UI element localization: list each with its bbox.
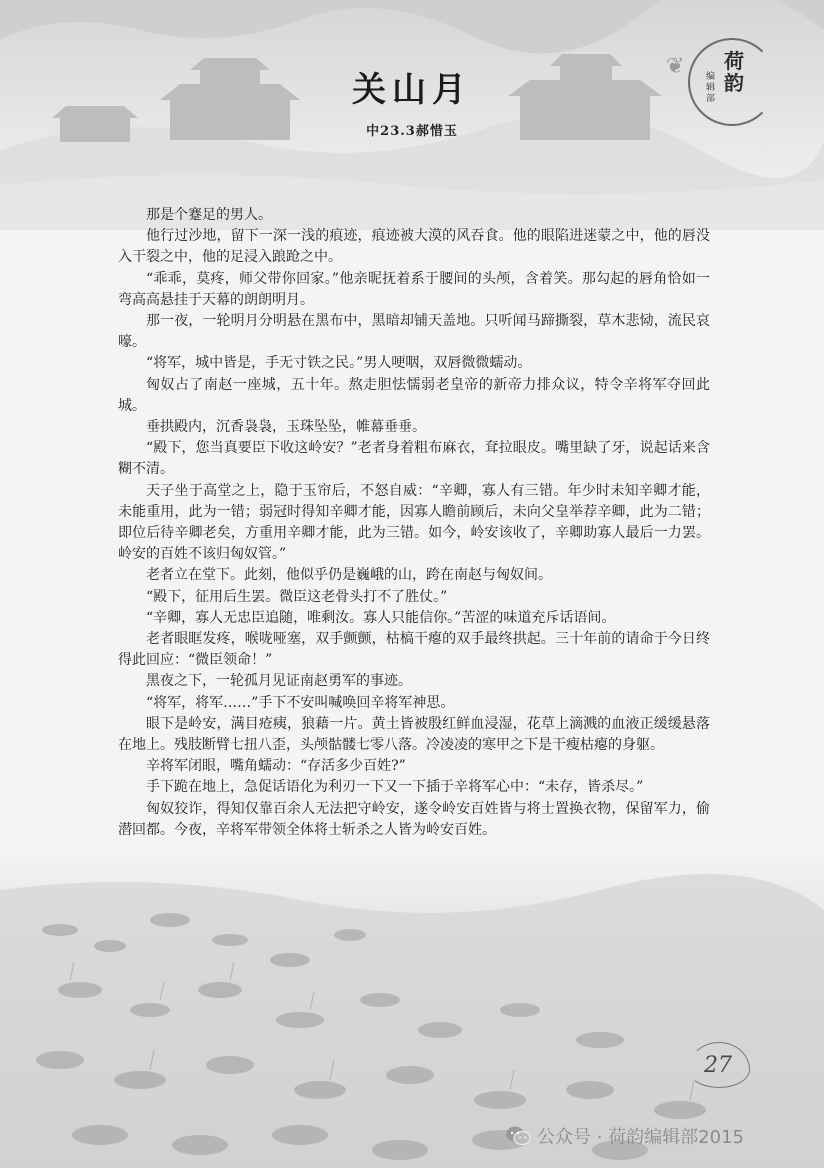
article-paragraph: “殿下，您当真要臣下收这岭安？”老者身着粗布麻衣，耷拉眼皮。嘴里缺了牙，说起话来含糊不清。 xyxy=(118,440,710,478)
article-paragraph: “将军，将军……”手下不安叫喊唤回辛将军神思。 xyxy=(146,694,455,711)
article-byline: 中23.3郝惜玉 xyxy=(366,124,458,139)
article-paragraph: “将军，城中皆是，手无寸铁之民。”男人哽咽，双唇微微蠕动。 xyxy=(146,355,532,372)
article-paragraph: 辛将军闭眼，嘴角蠕动：“存活多少百姓?” xyxy=(146,758,406,775)
article-paragraph: 垂拱殿内，沉香袅袅，玉珠坠坠，帷幕垂垂。 xyxy=(146,419,426,436)
article-paragraph: 手下跪在地上，急促话语化为利刃一下又一下插于辛将军心中：“未存，皆杀尽。” xyxy=(146,779,644,796)
wechat-watermark xyxy=(505,1122,744,1150)
article-paragraph: 匈奴狡诈，得知仅靠百余人无法把守岭安，遂令岭安百姓皆与将士置换衣物，保留军力，偷潜回都。今夜，辛将军带领全体将士斩杀之人皆为岭安百姓。 xyxy=(118,800,710,838)
article-title: 关山月 xyxy=(352,70,472,110)
article-body xyxy=(118,205,710,841)
wechat-icon xyxy=(505,1125,531,1147)
watermark-text: 公众号 · 荷韵编辑部2015 xyxy=(537,1127,744,1148)
article-paragraph: 他行过沙地，留下一深一浅的痕迹，痕迹被大漠的风吞食。他的眼陷进迷蒙之中，他的唇没入干裂之中，他的足浸入踉跄之中。 xyxy=(118,228,710,266)
article-paragraph: 黑夜之下，一轮孤月见证南赵勇军的事迹。 xyxy=(146,673,412,690)
article-paragraph: 天子坐于高堂之上，隐于玉帘后，不怒自威：“辛卿，寡人有三错。年少时未知辛卿才能，未能重用，此为一错；弱冠时得知辛卿才能，因寡人瞻前顾后，未向父皇举荐辛卿，此为二错；即位后待辛卿老矣，方重用辛卿才能，此为三错。如今，岭安该收了，辛卿助寡人最后一力罢。岭安的百姓不该归匈奴管。” xyxy=(118,482,710,563)
article-paragraph: 那是个蹇足的男人。 xyxy=(146,207,272,223)
article-paragraph: 老者眼眶发疼，喉咙哑塞，双手颤颤，枯槁干瘪的双手最终拱起。三十年前的请命于今日终得此回应：“微臣领命！” xyxy=(118,631,710,669)
bottom-ink-battlefield xyxy=(0,850,824,1168)
logo-sub-text: 编辑部 xyxy=(706,72,716,104)
page-number: 27 xyxy=(704,1053,732,1078)
article-paragraph: “辛卿，寡人无忠臣追随，唯剩汝。寡人只能信你。”苦涩的味道充斥话语间。 xyxy=(146,609,616,626)
article-paragraph: “殿下，征用后生罢。微臣这老骨头打不了胜仗。” xyxy=(146,588,448,605)
article-paragraph: 那一夜，一轮明月分明悬在黑布中，黑暗却铺天盖地。只听闻马蹄撕裂，草木悲恸，流民哀嚎。 xyxy=(118,313,710,351)
article-paragraph: 老者立在堂下。此刻，他似乎仍是巍峨的山，跨在南赵与匈奴间。 xyxy=(146,567,552,584)
article-paragraph: 匈奴占了南赵一座城，五十年。熬走胆怯懦弱老皇帝的新帝力排众议，特令辛将军夺回此城。 xyxy=(118,376,710,414)
article-paragraph: “乖乖，莫疼，师父带你回家。”他亲昵抚着系于腰间的头颅，含着笑。那勾起的唇角恰如一弯高高悬挂于天幕的朗朗明月。 xyxy=(118,270,710,308)
article-paragraph: 眼下是岭安，满目疮痍，狼藉一片。黄土皆被殷红鲜血浸湿，花草上滴溅的血液正缓缓悬落在地上。残肢断臂七扭八歪，头颅骷髅七零八落。冷凌凌的寒甲之下是干瘦枯瘪的身躯。 xyxy=(118,715,710,754)
butterfly-icon: ❦ xyxy=(666,54,685,79)
logo-main-text: 荷韵 xyxy=(724,49,744,95)
